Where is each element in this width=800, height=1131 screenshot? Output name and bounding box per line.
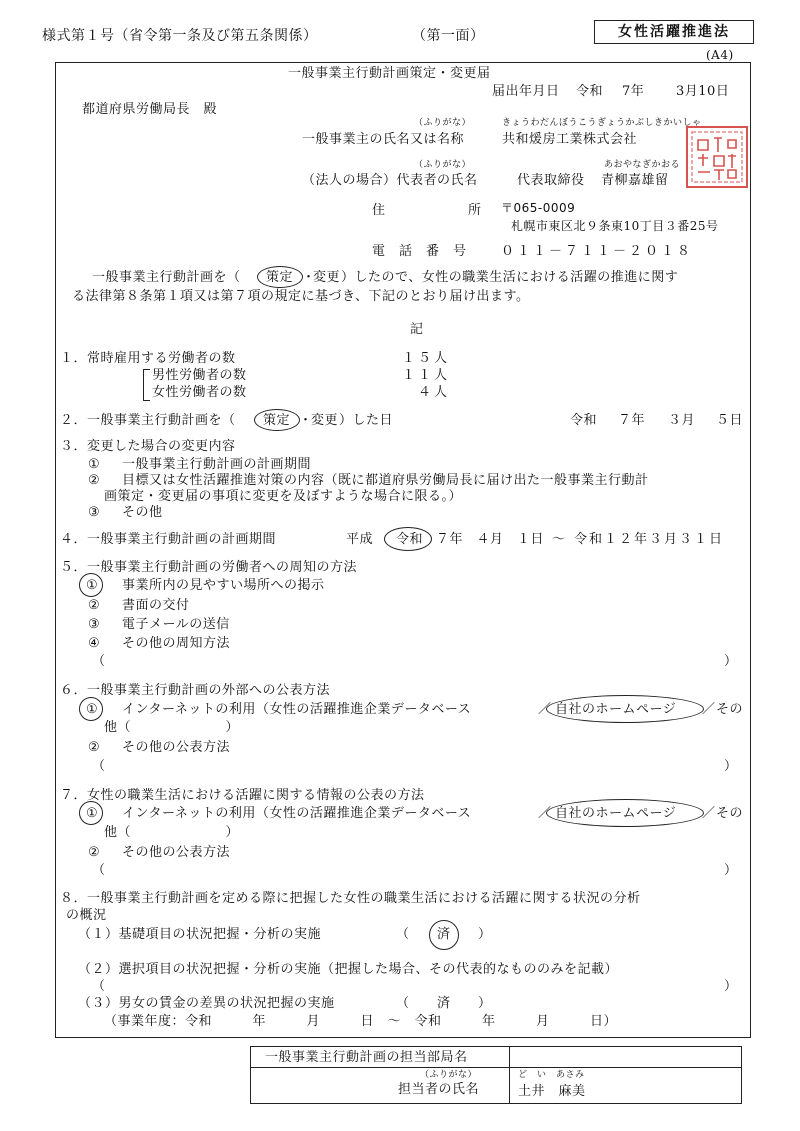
s5-i1-no: ① <box>86 578 99 593</box>
rep-title: 代表取締役 <box>517 173 585 188</box>
s8-i1-ring <box>429 920 459 950</box>
s8-close: ） <box>724 979 738 994</box>
intro-mid: ・ <box>302 270 316 285</box>
filing-date-era: 令和 <box>576 84 604 99</box>
s8-label-a: ８．一般事業主行動計画を定める際に把握した女性の職業生活における活躍に関する状況の分析 <box>60 891 641 906</box>
filing-date-year: 7年 <box>622 84 645 99</box>
s2-opt-establish: 策定 <box>263 413 291 428</box>
s5-i1: 事業所内の見やすい場所への掲示 <box>122 578 325 593</box>
s6-i1-pre: インターネットの利用（女性の活躍推進企業データベース <box>122 702 472 717</box>
s2-month: ３月 <box>668 413 696 428</box>
s4-end: 令和１２年３月３１日 <box>574 532 725 547</box>
s3-i2b: 画策定・変更届の事項に変更を及ぼすような場合に限る。） <box>104 489 463 504</box>
s8-label-b: の概況 <box>66 908 107 923</box>
s1-male-label: 男性労働者の数 <box>152 368 247 383</box>
company-furigana: きょうわだんぼうこうぎょうかぶしきかいしゃ <box>502 118 702 128</box>
s6-homepage-ring <box>546 695 704 723</box>
addressee: 都道府県労働局長 殿 <box>82 102 218 117</box>
s3-i2-no: ② <box>88 473 101 488</box>
s4-tilde: ～ <box>552 532 566 547</box>
address-label-2: 所 <box>468 203 482 218</box>
s3-i3-no: ③ <box>88 505 101 520</box>
intro-line1-pre: 一般事業主行動計画を（ <box>92 270 241 285</box>
s4-label: ４．一般事業主行動計画の計画期間 <box>60 532 277 547</box>
s8-i3-value: 済 <box>437 996 451 1011</box>
s5-i2-no: ② <box>88 598 101 613</box>
phone-number: ０１１－７１１－２０１８ <box>501 244 694 259</box>
phone-label: 電話番号 <box>372 244 481 259</box>
contact-person-name[interactable]: 土井 麻美 <box>518 1084 586 1099</box>
s8-i1-value: 済 <box>437 927 451 942</box>
s7-slash-2: ／ <box>702 806 716 821</box>
paper-size: (A4) <box>706 48 734 62</box>
s2-post: ）した日 <box>339 413 394 428</box>
address-label-1: 住 <box>372 203 386 218</box>
intro-line1-post: ）したので、女性の職業生活における活躍の推進に関す <box>341 270 679 285</box>
s5-i4: その他の周知方法 <box>122 636 231 651</box>
s7-open: （ <box>92 863 106 878</box>
s7-label: ７．女性の職業生活における活躍に関する情報の公表の方法 <box>60 788 425 803</box>
s7-i2-no: ② <box>88 845 101 860</box>
s3-i1-no: ① <box>88 457 101 472</box>
s2-mid: ・ <box>299 413 313 428</box>
s5-i2: 書面の交付 <box>122 598 190 613</box>
law-badge: 女性活躍推進法 <box>618 24 730 40</box>
intro-opt-establish: 策定 <box>266 270 294 285</box>
s1-label: １．常時雇用する労働者の数 <box>60 351 236 366</box>
s8-i3: （３）男女の賃金の差異の状況把握の実施 <box>78 996 335 1011</box>
s6-i1-no: ① <box>86 702 99 717</box>
intro-line2: る法律第８条第１項又は第７項の規定に基づき、下記のとおり届け出ます。 <box>72 289 530 304</box>
company-seal <box>684 124 750 190</box>
s2-selected-ring <box>254 409 300 431</box>
filing-date-label: 届出年月日 <box>492 84 560 99</box>
s6-label: ６．一般事業主行動計画の外部への公表方法 <box>60 683 331 698</box>
contact-row-divider <box>250 1067 742 1068</box>
filing-date-month-day: 3月10日 <box>676 84 730 99</box>
contact-dept-label: 一般事業主行動計画の担当部局名 <box>265 1050 468 1065</box>
s6-i2-no: ② <box>88 740 101 755</box>
page-side: （第一面） <box>412 28 485 44</box>
s5-close: ） <box>724 654 738 669</box>
contact-person-furigana-label: （ふりがな） <box>420 1070 478 1080</box>
law-badge-box <box>594 20 754 44</box>
s6-slash-2: ／ <box>702 702 716 717</box>
company-furigana-label: （ふりがな） <box>414 118 472 128</box>
s2-year: ７年 <box>618 413 646 428</box>
s7-i1-ring <box>79 801 103 825</box>
s5-i4-no: ④ <box>88 636 101 651</box>
s6-opt-homepage: 自社のホームページ <box>555 702 677 717</box>
rep-furigana: あおやなぎかおる <box>604 160 681 170</box>
s7-i1-pre: インターネットの利用（女性の活躍推進企業データベース <box>122 806 472 821</box>
s6-i1-ring <box>79 697 103 721</box>
s8-i1-close: ） <box>478 927 492 942</box>
s7-homepage-ring <box>546 799 704 827</box>
s5-i3-no: ③ <box>88 617 101 632</box>
s6-other: 他（ ） <box>104 720 240 735</box>
ki-mark: 記 <box>410 322 424 337</box>
s8-open: （ <box>92 979 106 994</box>
s4-era-reiwa: 令和 <box>396 532 424 547</box>
s1-male: １１人 <box>402 368 451 383</box>
address-line: 札幌市東区北９条東10丁目３番25号 <box>511 219 719 233</box>
company-label: 一般事業主の氏名又は名称 <box>302 132 465 147</box>
s1-female-label: 女性労働者の数 <box>152 385 247 400</box>
contact-col-divider <box>509 1046 510 1104</box>
form-title: 一般事業主行動計画策定・変更届 <box>288 66 491 81</box>
intro-opt-change: 変更 <box>313 270 341 285</box>
s2-era: 令和 <box>570 413 598 428</box>
s8-i3-period: （事業年度：令和 年 月 日 ～ 令和 年 月 日） <box>104 1014 618 1029</box>
s1-bracket <box>143 369 150 401</box>
s7-other: 他（ ） <box>104 825 240 840</box>
s8-i1-open: （ <box>396 927 410 942</box>
s3-i1: 一般事業主行動計画の計画期間 <box>122 457 312 472</box>
s5-open: （ <box>92 654 106 669</box>
s6-close: ） <box>724 759 738 774</box>
s5-label: ５．一般事業主行動計画の労働者への周知の方法 <box>60 560 358 575</box>
address-postal: 〒065-0009 <box>501 201 576 215</box>
s8-i2: （２）選択項目の状況把握・分析の実施（把握した場合、その代表的なもののみを記載） <box>78 962 619 977</box>
s7-slash-1: ／ <box>538 806 552 821</box>
s1-total: １５人 <box>402 351 451 366</box>
s2-day: ５日 <box>716 413 744 428</box>
intro-selected-ring <box>257 266 303 288</box>
s6-open: （ <box>92 759 106 774</box>
s3-i2a: 目標又は女性活躍推進対策の内容（既に都道府県労働局長に届け出た一般事業主行動計 <box>122 473 649 488</box>
s7-i1-no: ① <box>86 806 99 821</box>
s8-i3-open: （ <box>396 996 410 1011</box>
form-number: 様式第１号（省令第一条及び第五条関係） <box>42 28 318 44</box>
rep-furigana-label: （ふりがな） <box>414 160 472 170</box>
contact-person-furigana[interactable]: ど い あさみ <box>518 1070 585 1080</box>
s4-start: ７年 ４月 １日 <box>436 532 545 547</box>
s3-label: ３．変更した場合の変更内容 <box>60 439 236 454</box>
s2-opt-change: 変更 <box>311 413 339 428</box>
s6-slash-1: ／ <box>538 702 552 717</box>
s7-opt-homepage: 自社のホームページ <box>555 806 677 821</box>
s5-selected-ring <box>79 573 103 597</box>
s7-close: ） <box>724 863 738 878</box>
s5-i3: 電子メールの送信 <box>122 617 230 632</box>
s4-era-heisei: 平成 <box>346 532 374 547</box>
s4-selected-ring <box>384 527 432 551</box>
s2-pre: ２．一般事業主行動計画を（ <box>60 413 236 428</box>
rep-name: 青柳嘉雄留 <box>601 173 669 188</box>
s1-female: ４人 <box>418 385 451 400</box>
s7-i2: その他の公表方法 <box>122 845 231 860</box>
s6-i2: その他の公表方法 <box>122 740 231 755</box>
contact-person-label: 担当者の氏名 <box>398 1082 480 1097</box>
s8-i1: （１）基礎項目の状況把握・分析の実施 <box>78 927 322 942</box>
s3-i3: その他 <box>122 505 163 520</box>
rep-label: （法人の場合）代表者の氏名 <box>302 173 478 188</box>
s8-i3-close: ） <box>478 996 492 1011</box>
company-name: 共和煖房工業株式会社 <box>502 132 638 147</box>
s6-post: その <box>716 702 744 717</box>
s7-post: その <box>716 806 744 821</box>
